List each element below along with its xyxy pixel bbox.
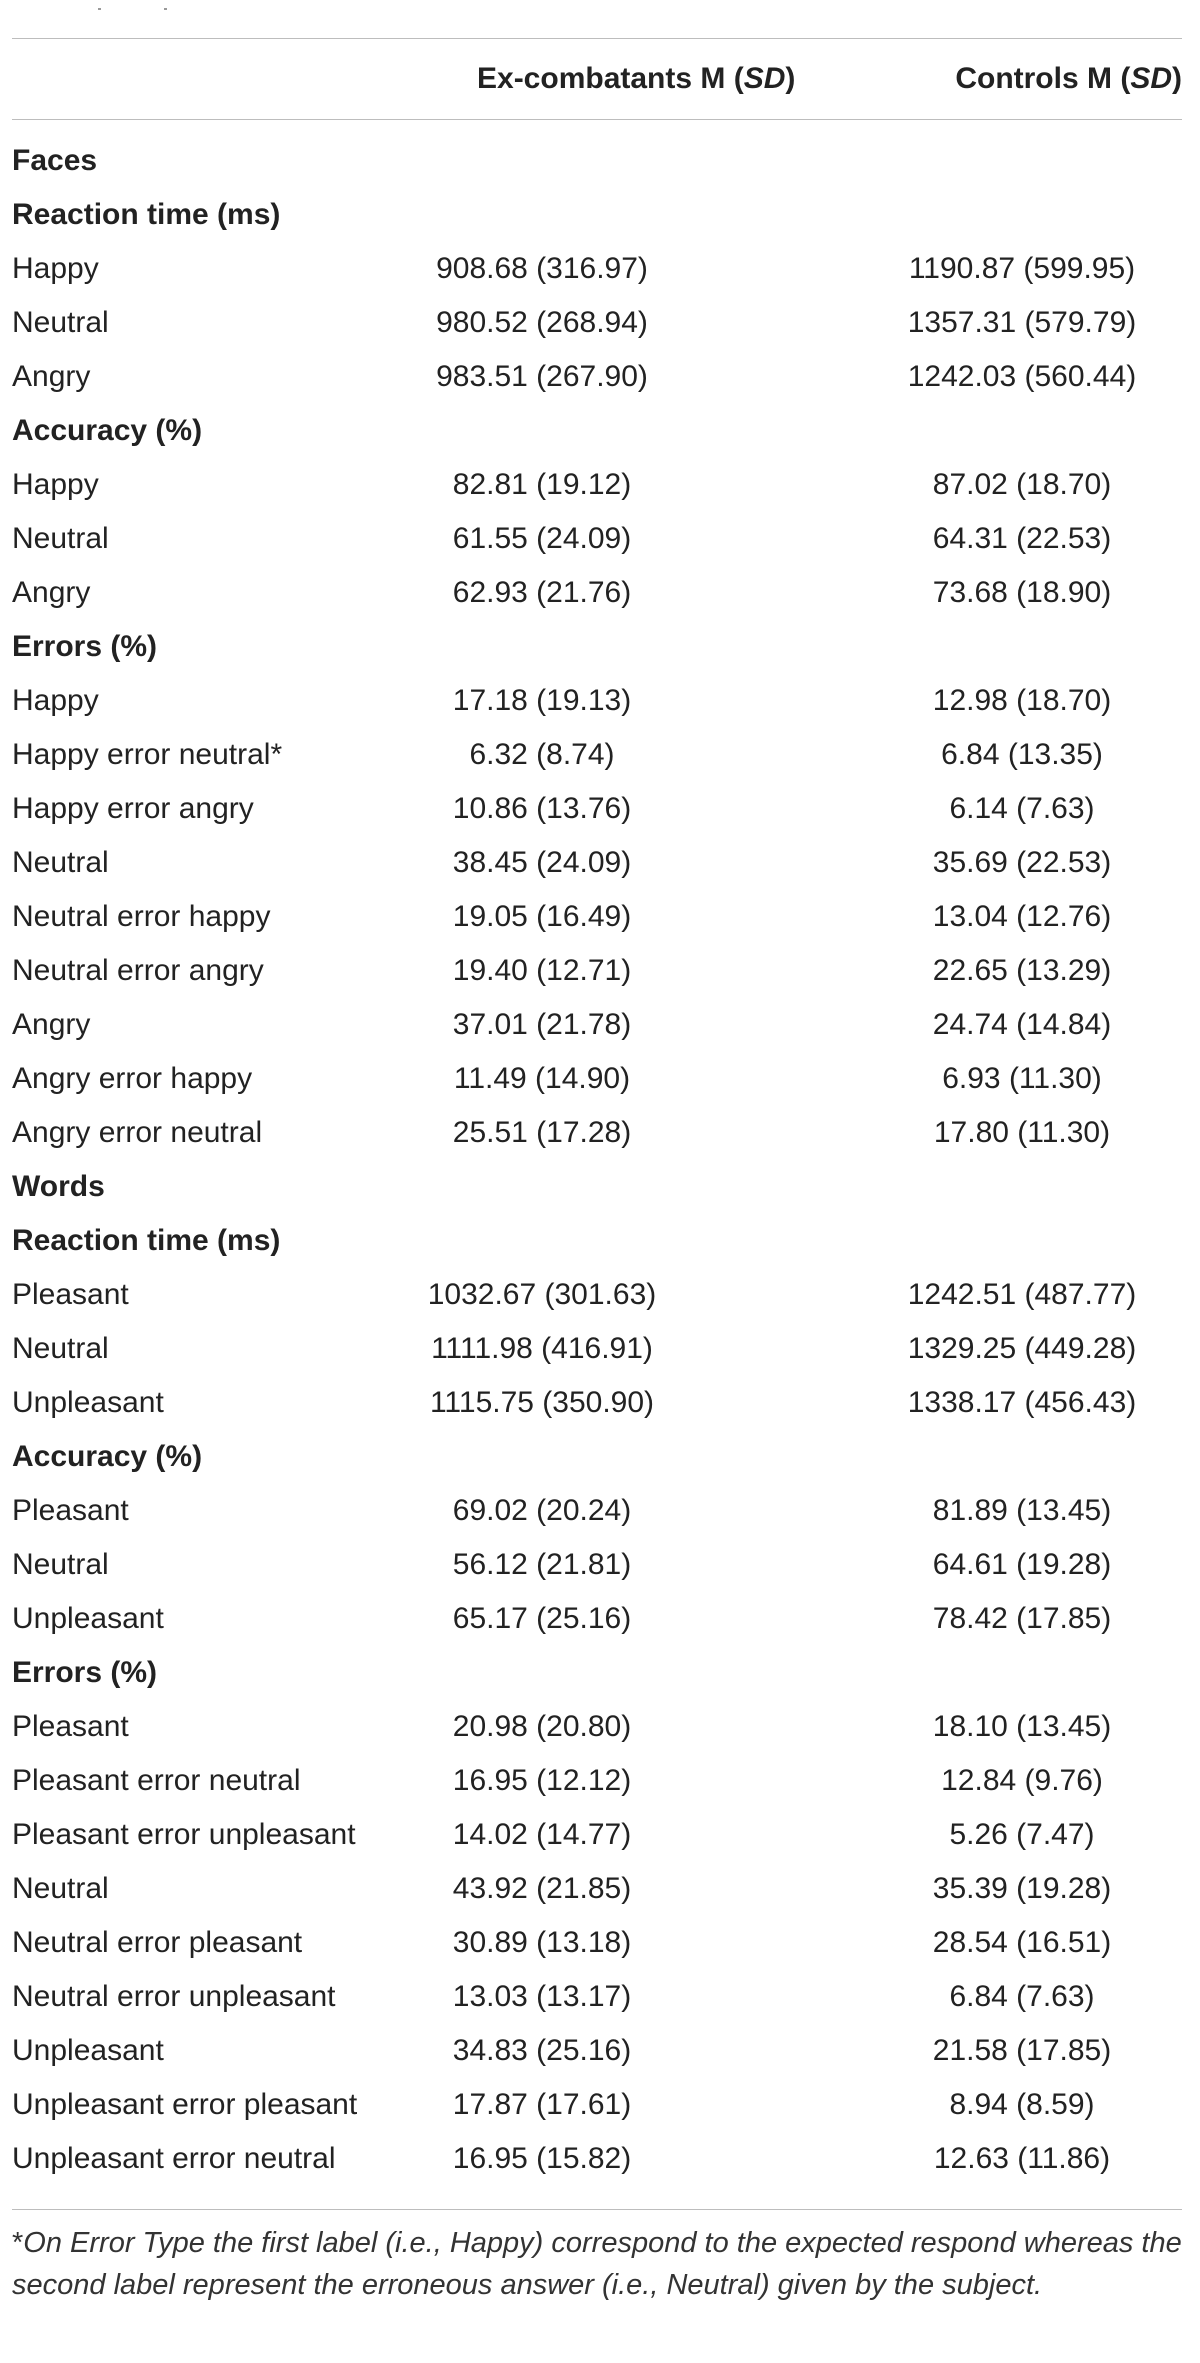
table-row xyxy=(12,1268,1182,1322)
row-label: Reaction time (ms) xyxy=(12,1224,281,1257)
row-label: Neutral error unpleasant xyxy=(12,1980,336,2013)
ex-combatants-value: 20.98 (20.80) xyxy=(452,1710,632,1743)
table-row xyxy=(12,1106,1182,1160)
row-label: Neutral xyxy=(12,1872,109,1905)
row-label: Happy error angry xyxy=(12,792,254,825)
ex-combatants-value: 1032.67 (301.63) xyxy=(427,1278,657,1311)
row-label: Angry error neutral xyxy=(12,1116,263,1149)
controls-value: 12.63 (11.86) xyxy=(933,2142,1111,2175)
subsection-heading xyxy=(12,404,1182,458)
row-label: Reaction time (ms) xyxy=(12,198,281,231)
row-label: Accuracy (%) xyxy=(12,1440,203,1473)
row-label: Accuracy (%) xyxy=(12,414,203,447)
row-label: Errors (%) xyxy=(12,630,158,663)
ex-combatants-value: 61.55 (24.09) xyxy=(452,522,632,555)
table-row xyxy=(12,1862,1182,1916)
ex-combatants-value: 17.18 (19.13) xyxy=(452,684,632,717)
table-row xyxy=(12,998,1182,1052)
scan-artifact xyxy=(98,6,178,12)
table-row xyxy=(12,1592,1182,1646)
controls-value: 1242.03 (560.44) xyxy=(907,360,1137,393)
row-label: Errors (%) xyxy=(12,1656,158,1689)
controls-value: 87.02 (18.70) xyxy=(932,468,1112,501)
controls-value: 6.84 (13.35) xyxy=(941,738,1103,771)
ex-combatants-value: 69.02 (20.24) xyxy=(452,1494,632,1527)
controls-value: 73.68 (18.90) xyxy=(932,576,1112,609)
controls-value: 28.54 (16.51) xyxy=(932,1926,1112,1959)
table-row xyxy=(12,674,1182,728)
ex-combatants-value: 6.32 (8.74) xyxy=(469,738,615,771)
controls-value: 24.74 (14.84) xyxy=(932,1008,1112,1041)
table-row xyxy=(12,944,1182,998)
table-row xyxy=(12,1484,1182,1538)
controls-value: 12.84 (9.76) xyxy=(941,1764,1103,1797)
table-row xyxy=(12,350,1182,404)
row-label: Unpleasant error neutral xyxy=(12,2142,336,2175)
controls-value: 18.10 (13.45) xyxy=(932,1710,1112,1743)
subsection-heading xyxy=(12,1646,1182,1700)
ex-combatants-value: 908.68 (316.97) xyxy=(436,252,648,285)
ex-combatants-value: 980.52 (268.94) xyxy=(436,306,648,339)
subsection-heading xyxy=(12,188,1182,242)
table-row xyxy=(12,1916,1182,1970)
ex-combatants-value: 1115.75 (350.90) xyxy=(429,1386,655,1419)
controls-value: 1242.51 (487.77) xyxy=(907,1278,1137,1311)
row-label: Happy xyxy=(12,684,99,717)
table-row xyxy=(12,1538,1182,1592)
table-row xyxy=(12,1322,1182,1376)
controls-value: 1357.31 (579.79) xyxy=(907,306,1137,339)
ex-combatants-value: 13.03 (13.17) xyxy=(452,1980,632,2013)
controls-value: 6.14 (7.63) xyxy=(949,792,1095,825)
ex-combatants-value: 1111.98 (416.91) xyxy=(431,1332,653,1365)
table-row xyxy=(12,1376,1182,1430)
row-label: Unpleasant xyxy=(12,1386,164,1419)
ex-combatants-value: 34.83 (25.16) xyxy=(452,2034,632,2067)
row-label: Pleasant xyxy=(12,1494,129,1527)
ex-combatants-value: 19.05 (16.49) xyxy=(452,900,632,933)
table-row xyxy=(12,2078,1182,2132)
ex-combatants-value: 38.45 (24.09) xyxy=(452,846,632,879)
ex-combatants-value: 19.40 (12.71) xyxy=(452,954,632,987)
row-label: Words xyxy=(12,1170,105,1203)
ex-combatants-value: 17.87 (17.61) xyxy=(452,2088,632,2121)
ex-combatants-value: 65.17 (25.16) xyxy=(452,1602,632,1635)
controls-value: 21.58 (17.85) xyxy=(932,2034,1112,2067)
controls-value: 35.39 (19.28) xyxy=(932,1872,1112,1905)
row-label: Angry xyxy=(12,360,91,393)
row-label: Happy error neutral* xyxy=(12,738,283,771)
controls-value: 1190.87 (599.95) xyxy=(908,252,1136,285)
table-row xyxy=(12,728,1182,782)
row-label: Neutral xyxy=(12,1548,109,1581)
row-label: Angry xyxy=(12,576,91,609)
section-heading xyxy=(12,1160,1182,1214)
ex-combatants-value: 11.49 (14.90) xyxy=(453,1062,631,1095)
table-row xyxy=(12,836,1182,890)
row-label: Neutral xyxy=(12,522,109,555)
controls-value: 12.98 (18.70) xyxy=(932,684,1112,717)
section-heading xyxy=(12,134,1182,188)
table-body xyxy=(12,134,1182,2186)
row-label: Neutral xyxy=(12,1332,109,1365)
table-row xyxy=(12,782,1182,836)
controls-value: 17.80 (11.30) xyxy=(933,1116,1111,1149)
table-row xyxy=(12,890,1182,944)
table-row xyxy=(12,296,1182,350)
table-row xyxy=(12,1754,1182,1808)
ex-combatants-value: 16.95 (12.12) xyxy=(452,1764,632,1797)
table-row xyxy=(12,1052,1182,1106)
row-label: Pleasant error neutral xyxy=(12,1764,301,1797)
ex-combatants-value: 25.51 (17.28) xyxy=(452,1116,632,1149)
controls-value: 78.42 (17.85) xyxy=(932,1602,1112,1635)
row-label: Neutral error happy xyxy=(12,900,271,933)
row-label: Unpleasant error pleasant xyxy=(12,2088,358,2121)
table-row xyxy=(12,2024,1182,2078)
controls-value: 6.84 (7.63) xyxy=(949,1980,1095,2013)
controls-value: 1329.25 (449.28) xyxy=(907,1332,1137,1365)
controls-value: 35.69 (22.53) xyxy=(932,846,1112,879)
row-label: Neutral error pleasant xyxy=(12,1926,303,1959)
table-row xyxy=(12,242,1182,296)
header-ex-combatants: Ex-combatants M (SD) xyxy=(477,62,796,95)
ex-combatants-value: 43.92 (21.85) xyxy=(452,1872,632,1905)
header-controls: Controls M (SD) xyxy=(955,62,1182,95)
row-label: Neutral error angry xyxy=(12,954,264,987)
ex-combatants-value: 37.01 (21.78) xyxy=(452,1008,632,1041)
ex-combatants-value: 30.89 (13.18) xyxy=(452,1926,632,1959)
ex-combatants-value: 983.51 (267.90) xyxy=(436,360,648,393)
table-row xyxy=(12,566,1182,620)
controls-value: 6.93 (11.30) xyxy=(942,1062,1102,1095)
subsection-heading xyxy=(12,1430,1182,1484)
table-footnote: *On Error Type the first label (i.e., Happy) correspond to the expected respond whereas the second label represent the erroneous answer (i.e., Neutral) given by the subject. xyxy=(12,2227,1182,2301)
row-label: Neutral xyxy=(12,846,109,879)
row-label: Unpleasant xyxy=(12,1602,164,1635)
controls-value: 13.04 (12.76) xyxy=(932,900,1112,933)
table-row xyxy=(12,512,1182,566)
controls-value: 8.94 (8.59) xyxy=(949,2088,1095,2121)
controls-value: 64.31 (22.53) xyxy=(932,522,1112,555)
table-header-row xyxy=(12,52,1182,106)
table-row xyxy=(12,458,1182,512)
row-label: Pleasant xyxy=(12,1278,129,1311)
row-label: Pleasant xyxy=(12,1710,129,1743)
ex-combatants-value: 14.02 (14.77) xyxy=(452,1818,632,1851)
table-bottom-rule xyxy=(12,2209,1182,2210)
row-label: Pleasant error unpleasant xyxy=(12,1818,356,1851)
controls-value: 22.65 (13.29) xyxy=(932,954,1112,987)
controls-value: 1338.17 (456.43) xyxy=(907,1386,1137,1419)
subsection-heading xyxy=(12,1214,1182,1268)
table-top-rule xyxy=(12,38,1182,39)
table-row xyxy=(12,2132,1182,2186)
controls-value: 64.61 (19.28) xyxy=(932,1548,1112,1581)
ex-combatants-value: 10.86 (13.76) xyxy=(452,792,632,825)
row-label: Neutral xyxy=(12,306,109,339)
controls-value: 81.89 (13.45) xyxy=(932,1494,1112,1527)
table-header-rule xyxy=(12,119,1182,120)
subsection-heading xyxy=(12,620,1182,674)
ex-combatants-value: 56.12 (21.81) xyxy=(452,1548,632,1581)
row-label: Angry xyxy=(12,1008,91,1041)
table-row xyxy=(12,1808,1182,1862)
table-row xyxy=(12,1970,1182,2024)
ex-combatants-value: 62.93 (21.76) xyxy=(452,576,632,609)
row-label: Happy xyxy=(12,252,99,285)
row-label: Faces xyxy=(12,144,98,177)
row-label: Angry error happy xyxy=(12,1062,253,1095)
ex-combatants-value: 82.81 (19.12) xyxy=(452,468,632,501)
table-row xyxy=(12,1700,1182,1754)
controls-value: 5.26 (7.47) xyxy=(949,1818,1095,1851)
row-label: Happy xyxy=(12,468,99,501)
ex-combatants-value: 16.95 (15.82) xyxy=(452,2142,632,2175)
row-label: Unpleasant xyxy=(12,2034,164,2067)
